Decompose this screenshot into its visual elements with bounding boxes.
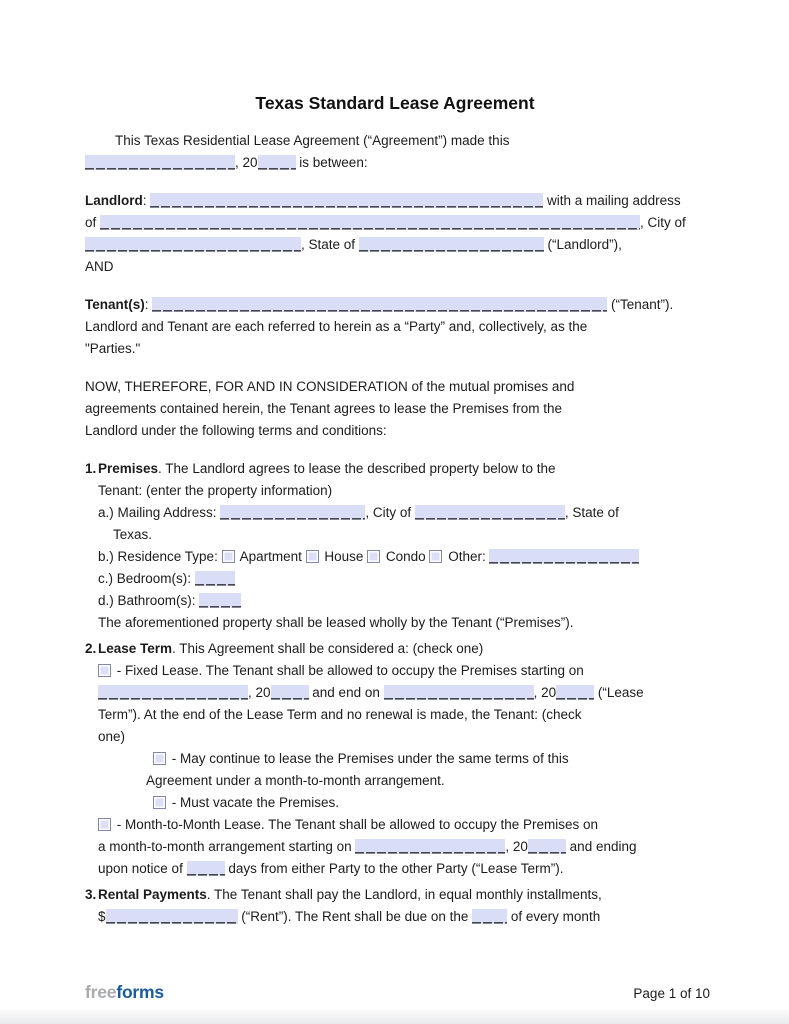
- page-number: Page 1 of 10: [633, 986, 710, 1001]
- text-run: AND: [85, 259, 114, 274]
- text-run: $: [98, 909, 106, 924]
- item-number: 3.: [85, 887, 97, 902]
- document-title: Texas Standard Lease Agreement: [255, 93, 535, 113]
- text-run-bold: Lease Term: [98, 641, 173, 656]
- page-footer: [85, 982, 710, 1003]
- text-run-bold: Landlord: [85, 193, 143, 208]
- section-lease-term: [85, 638, 705, 880]
- document-page: [85, 0, 705, 928]
- indent-spacer: [98, 762, 153, 763]
- text-run: with a mailing address: [543, 193, 681, 208]
- section-premises: [85, 458, 705, 634]
- month-to-month-lease-checkbox[interactable]: [98, 818, 111, 831]
- fixed-end-year-field[interactable]: [556, 685, 594, 700]
- premises-city-field[interactable]: [415, 505, 565, 520]
- agreement-day-field[interactable]: [85, 155, 235, 170]
- residence-type-apartment-checkbox[interactable]: [222, 550, 235, 563]
- premises-mailing-address-field[interactable]: [220, 505, 365, 520]
- text-run: Apartment: [236, 549, 306, 564]
- text-run: - Must vacate the Premises.: [168, 795, 340, 810]
- text-run: Texas.: [113, 527, 153, 542]
- text-run: - May continue to lease the Premises under the same terms of this: [168, 751, 569, 766]
- text-run-bold: Rental Payments: [98, 887, 207, 902]
- item-number: 1.: [85, 461, 97, 476]
- consideration-paragraph: [85, 376, 705, 442]
- landlord-paragraph: [85, 190, 705, 278]
- landlord-mailing-address-field[interactable]: [100, 215, 640, 230]
- text-run: days from either Party to the other Party (“Lease Term”).: [224, 861, 564, 876]
- text-run: agreements contained herein, the Tenant agrees to lease the Premises from the: [85, 401, 563, 416]
- intro-paragraph: [85, 130, 705, 174]
- agreement-year-field[interactable]: [258, 155, 296, 170]
- text-run: Tenant: (enter the property information): [98, 483, 333, 498]
- text-run: Landlord under the following terms and conditions:: [85, 423, 387, 438]
- text-run: . This Agreement shall be considered a: (check one): [172, 641, 484, 656]
- text-run: , 20: [533, 685, 557, 700]
- text-run: and ending: [565, 839, 637, 854]
- text-run: c.) Bedroom(s):: [98, 571, 195, 586]
- text-run: , 20: [235, 155, 258, 170]
- text-run: Other:: [444, 549, 490, 564]
- text-run-bold: Premises: [98, 461, 159, 476]
- text-run: "Parties.": [85, 341, 141, 356]
- text-run-bold: Tenant(s): [85, 297, 145, 312]
- bedrooms-count-field[interactable]: [195, 571, 235, 586]
- text-run: Term”). At the end of the Lease Term and no renewal is made, the Tenant: (check: [98, 707, 582, 722]
- logo-free-text: free: [85, 982, 117, 1002]
- residence-type-condo-checkbox[interactable]: [367, 550, 380, 563]
- text-run: , 20: [505, 839, 528, 854]
- item-number: 2.: [85, 641, 97, 656]
- rent-due-day-field[interactable]: [472, 909, 507, 924]
- fixed-start-year-field[interactable]: [271, 685, 309, 700]
- text-run: Agreement under a month-to-month arrangement.: [146, 773, 445, 788]
- text-run: upon notice of: [98, 861, 187, 876]
- text-run: (“Lease: [594, 685, 644, 700]
- landlord-name-field[interactable]: [150, 193, 543, 208]
- fixed-lease-checkbox[interactable]: [98, 664, 111, 677]
- text-run: , City of: [365, 505, 415, 520]
- residence-type-other-text-field[interactable]: [489, 549, 639, 564]
- text-run: one): [98, 729, 126, 744]
- m2m-start-year-field[interactable]: [528, 839, 566, 854]
- indent-spacer: [98, 538, 113, 539]
- text-run: - Month-to-Month Lease. The Tenant shall be allowed to occupy the Premises on: [113, 817, 599, 832]
- landlord-state-field[interactable]: [359, 237, 544, 252]
- text-run: House: [320, 549, 368, 564]
- text-run: , 20: [248, 685, 271, 700]
- tenant-names-field[interactable]: [152, 297, 607, 312]
- freeforms-logo: [85, 982, 164, 1003]
- residence-type-other-checkbox[interactable]: [429, 550, 442, 563]
- fixed-start-date-field[interactable]: [98, 685, 248, 700]
- rent-amount-field[interactable]: [106, 909, 238, 924]
- text-run: (“Rent”). The Rent shall be due on the: [237, 909, 473, 924]
- text-run: This Texas Residential Lease Agreement (“Agreement”) made this: [115, 133, 510, 148]
- text-run: . The Landlord agrees to lease the described property below to the: [158, 461, 556, 476]
- text-run: :: [142, 193, 151, 208]
- tenant-paragraph: [85, 294, 705, 360]
- text-run: b.) Residence Type:: [98, 549, 222, 564]
- may-continue-checkbox[interactable]: [153, 752, 166, 765]
- text-run: a.) Mailing Address:: [98, 505, 221, 520]
- text-run: :: [144, 297, 153, 312]
- text-run: (“Landlord”),: [543, 237, 622, 252]
- text-run: Condo: [382, 549, 430, 564]
- document-body: [85, 130, 705, 928]
- text-run: , State of: [301, 237, 359, 252]
- indent-spacer: [98, 784, 146, 785]
- m2m-start-date-field[interactable]: [355, 839, 505, 854]
- must-vacate-checkbox[interactable]: [153, 796, 166, 809]
- text-run: NOW, THEREFORE, FOR AND IN CONSIDERATION of the mutual promises and: [85, 379, 575, 394]
- text-run: of: [85, 215, 101, 230]
- text-run: of every month: [507, 909, 601, 924]
- landlord-city-field[interactable]: [85, 237, 301, 252]
- page-bottom-edge: [0, 1010, 789, 1024]
- text-run: . The Tenant shall pay the Landlord, in equal monthly installments,: [206, 887, 602, 902]
- indent-spacer: [98, 806, 153, 807]
- fixed-end-date-field[interactable]: [384, 685, 534, 700]
- logo-forms-text: forms: [116, 982, 164, 1002]
- text-run: (“Tenant”).: [607, 297, 674, 312]
- notice-days-field[interactable]: [187, 861, 225, 876]
- text-run: a month-to-month arrangement starting on: [98, 839, 356, 854]
- text-run: is between:: [295, 155, 368, 170]
- text-run: , City of: [640, 215, 686, 230]
- residence-type-house-checkbox[interactable]: [306, 550, 319, 563]
- text-run: , State of: [564, 505, 619, 520]
- text-run: - Fixed Lease. The Tenant shall be allowed to occupy the Premises starting on: [113, 663, 584, 678]
- bathrooms-count-field[interactable]: [199, 593, 241, 608]
- text-run: The aforementioned property shall be leased wholly by the Tenant (“Premises”).: [98, 615, 574, 630]
- text-run: and end on: [308, 685, 384, 700]
- text-run: d.) Bathroom(s):: [98, 593, 200, 608]
- text-run: Landlord and Tenant are each referred to herein as a “Party” and, collectively, as the: [85, 319, 588, 334]
- section-rental-payments: [85, 884, 705, 928]
